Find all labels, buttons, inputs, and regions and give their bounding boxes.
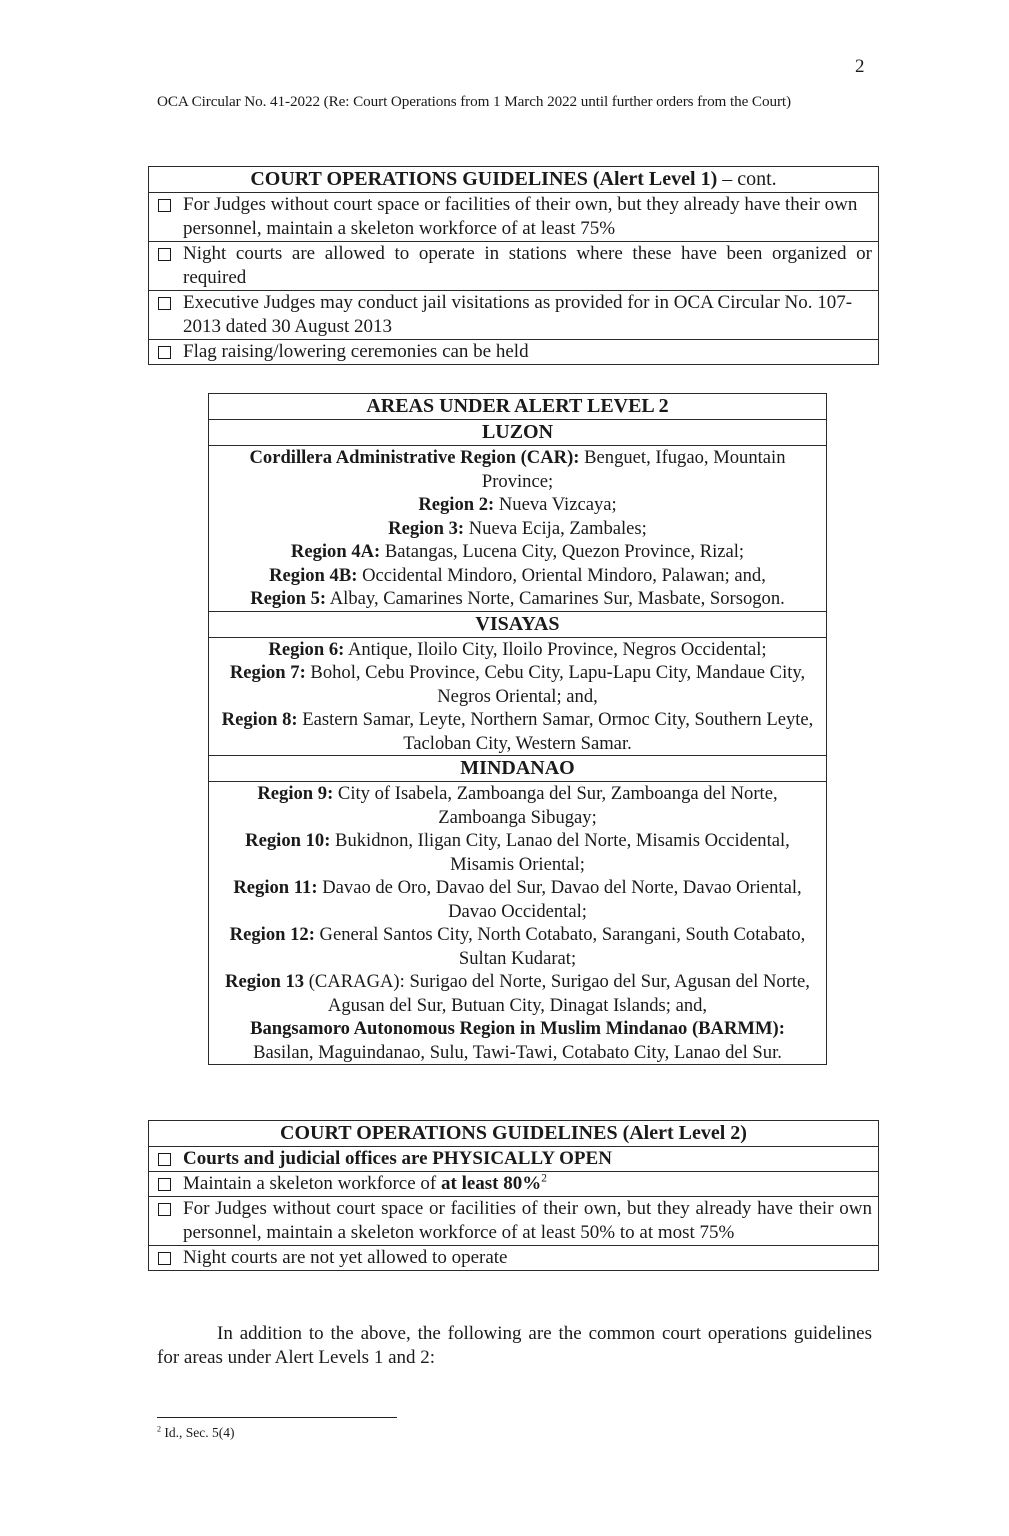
region-entry: Region 8: Eastern Samar, Leyte, Northern Samar, Ormoc City, Southern Leyte, Tacloban City, Western Samar. [221, 709, 814, 754]
level2-guidelines-table [148, 1120, 879, 1271]
region-entry: Cordillera Administrative Region (CAR): Benguet, Ifugao, Mountain Province; [249, 447, 786, 492]
page-number: 2 [855, 56, 865, 77]
region-list-visayas [209, 637, 827, 756]
region-entry: Region 2: Nueva Vizcaya; [418, 494, 617, 515]
guideline-item: Night courts are not yet allowed to operate [149, 1246, 879, 1271]
checkbox-icon [158, 248, 171, 261]
guideline-item: For Judges without court space or facilities of their own, but they already have their own personnel, maintain a skeleton workforce of at least 50% to at most 75% [149, 1197, 879, 1246]
region-entry: Region 4B: Occidental Mindoro, Oriental Mindoro, Palawan; and, [269, 564, 766, 586]
region-list-mindanao [209, 782, 827, 1065]
guideline-item: For Judges without court space or facilities of their own, but they already have their own personnel, maintain a skeleton workforce of at least 75% [149, 193, 879, 242]
level2-guidelines-title: COURT OPERATIONS GUIDELINES (Alert Level 2) [149, 1121, 879, 1147]
level1-guidelines-title: COURT OPERATIONS GUIDELINES (Alert Level 1) – cont. [149, 167, 879, 193]
footnote-ref: 2 [541, 1172, 547, 1185]
level2-areas-title: AREAS UNDER ALERT LEVEL 2 [209, 394, 827, 420]
guideline-item: Courts and judicial offices are PHYSICALLY OPEN [149, 1147, 879, 1172]
region-entry: Region 12: General Santos City, North Cotabato, Sarangani, South Cotabato, Sultan Kudarat; [229, 924, 806, 969]
footnote: $^2$ Id., Sec. 5(4) [157, 1424, 235, 1440]
closing-paragraph: In addition to the above, the following are the common court operations guidelines for areas under Alert Levels 1 and 2: [157, 1323, 872, 1368]
region-entry: Region 10: Bukidnon, Iligan City, Lanao del Norte, Misamis Occidental, Misamis Oriental; [245, 830, 790, 875]
checkbox-icon [158, 297, 171, 310]
checkbox-icon [158, 1252, 171, 1265]
guideline-item: Flag raising/lowering ceremonies can be held [149, 340, 879, 365]
running-header: OCA Circular No. 41-2022 (Re: Court Operations from 1 March 2022 until further orders from the Court) [157, 93, 791, 110]
region-entry: Region 3: Nueva Ecija, Zambales; [388, 517, 647, 539]
checkbox-icon [158, 1153, 171, 1166]
checkbox-icon [158, 1178, 171, 1191]
region-entry: Region 9: City of Isabela, Zamboanga del Sur, Zamboanga del Norte, Zamboanga Sibugay; [257, 783, 778, 828]
region-entry: Region 13 (CARAGA): Surigao del Norte, Surigao del Sur, Agusan del Norte, Agusan del Sur, Butuan City, Dinagat Islands; and, [225, 971, 810, 1016]
footnote-divider [157, 1417, 397, 1418]
region-entry: Region 11: Davao de Oro, Davao del Sur, Davao del Norte, Davao Oriental, Davao Occidental; [233, 877, 802, 922]
checkbox-icon [158, 199, 171, 212]
level1-guidelines-table [148, 166, 879, 365]
region-entry: Region 5: Albay, Camarines Norte, Camarines Sur, Masbate, Sorsogon. [250, 588, 785, 609]
checkbox-icon [158, 346, 171, 359]
region-entry: Region 7: Bohol, Cebu Province, Cebu City, Lapu-Lapu City, Mandaue City, Negros Oriental; and, [229, 662, 806, 707]
region-entry: Region 6: Antique, Iloilo City, Iloilo Province, Negros Occidental; [268, 638, 767, 660]
group-heading-mindanao: MINDANAO [209, 756, 827, 782]
level2-areas-table [208, 393, 827, 1065]
guideline-item: Maintain a skeleton workforce of at least 80%$^2$ [149, 1172, 879, 1197]
region-entry: Region 4A: Batangas, Lucena City, Quezon Province, Rizal; [290, 541, 745, 562]
group-heading-visayas: VISAYAS [209, 611, 827, 637]
region-list-luzon [209, 446, 827, 612]
guideline-item: Night courts are allowed to operate in stations where these have been organized or required [149, 242, 879, 291]
checkbox-icon [158, 1203, 171, 1216]
region-entry: Bangsamoro Autonomous Region in Muslim Mindanao (BARMM): Basilan, Maguindanao, Sulu, Tawi-Tawi, Cotabato City, Lanao del Sur. [250, 1018, 785, 1063]
group-heading-luzon: LUZON [209, 420, 827, 446]
guideline-item: Executive Judges may conduct jail visitations as provided for in OCA Circular No. 107-2013 dated 30 August 2013 [149, 291, 879, 340]
